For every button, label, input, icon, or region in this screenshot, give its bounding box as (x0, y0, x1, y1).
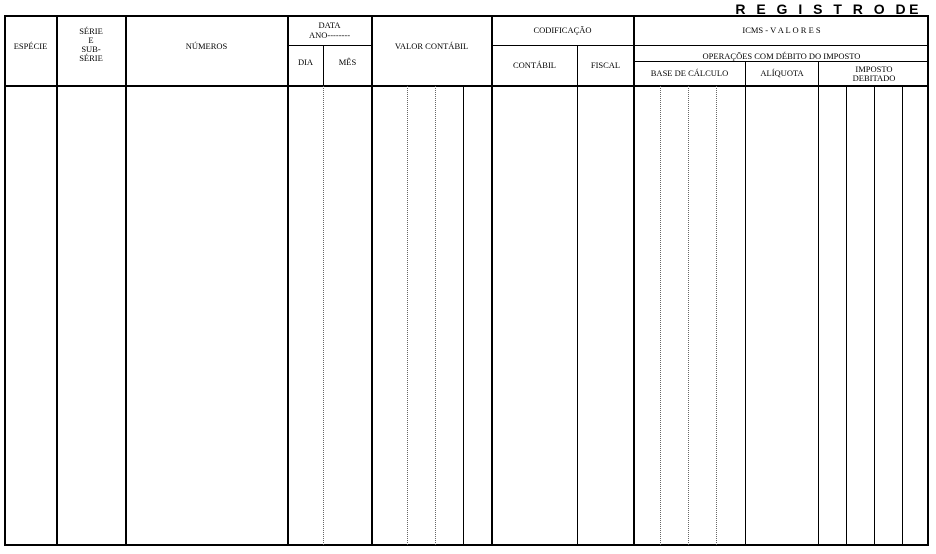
imposto-grid-line (874, 86, 875, 546)
imposto-grid-line (846, 86, 847, 546)
ledger-table (4, 15, 929, 546)
base-grid-line (660, 86, 661, 545)
operacoes-subheader-rule (633, 61, 929, 62)
header-aliquota: ALÍQUOTA (760, 68, 804, 78)
base-grid-line (716, 86, 717, 545)
imposto-grid-line (902, 86, 903, 546)
col-divider (491, 15, 493, 546)
col-divider-dia-mes-body (323, 86, 324, 545)
icms-subheader-rule (633, 45, 929, 46)
header-imposto-line: DEBITADO (852, 73, 896, 83)
col-divider-contabil-fiscal (577, 45, 578, 546)
col-divider-aliquota-imposto (818, 61, 819, 546)
header-imposto-debitado (819, 65, 929, 83)
base-grid-line (688, 86, 689, 545)
header-serie-line: E (88, 35, 94, 45)
header-contabil: CONTÁBIL (513, 60, 556, 70)
header-dia: DIA (297, 57, 314, 67)
header-mes: MÊS (338, 57, 357, 67)
valor-grid-line (435, 86, 436, 545)
col-divider (287, 15, 289, 546)
valor-cents-line (463, 86, 464, 546)
header-valor-contabil: VALOR CONTÁBIL (394, 41, 469, 51)
header-numeros: NÚMEROS (185, 41, 228, 51)
page-title: R E G I S T R O DE (735, 1, 922, 17)
col-divider (56, 15, 58, 546)
col-divider (371, 15, 373, 546)
header-data: DATA (318, 20, 341, 30)
header-serie-line: SÉRIE (79, 53, 103, 63)
header-codificacao: CODIFICAÇÃO (533, 25, 592, 35)
codificacao-subheader-rule (491, 45, 633, 46)
header-icms-valores: ICMS - V A L O R E S (742, 25, 821, 35)
col-divider (125, 15, 127, 546)
header-bottom-rule (4, 85, 929, 87)
header-serie-line: SUB- (81, 44, 101, 54)
header-serie-line: SÉRIE (79, 26, 103, 36)
data-subheader-rule (287, 45, 372, 46)
header-serie (57, 27, 125, 63)
header-operacoes: OPERAÇÕES COM DÉBITO DO IMPOSTO (702, 51, 861, 61)
header-fiscal: FISCAL (590, 60, 621, 70)
col-divider (633, 15, 635, 546)
header-base-calculo: BASE DE CÁLCULO (650, 68, 729, 78)
base-cents-line (745, 86, 746, 546)
valor-grid-line (407, 86, 408, 545)
header-especie: ESPÉCIE (13, 41, 48, 51)
header-ano: ANO-------- (308, 30, 351, 40)
header-imposto-line: IMPOSTO (855, 64, 893, 74)
